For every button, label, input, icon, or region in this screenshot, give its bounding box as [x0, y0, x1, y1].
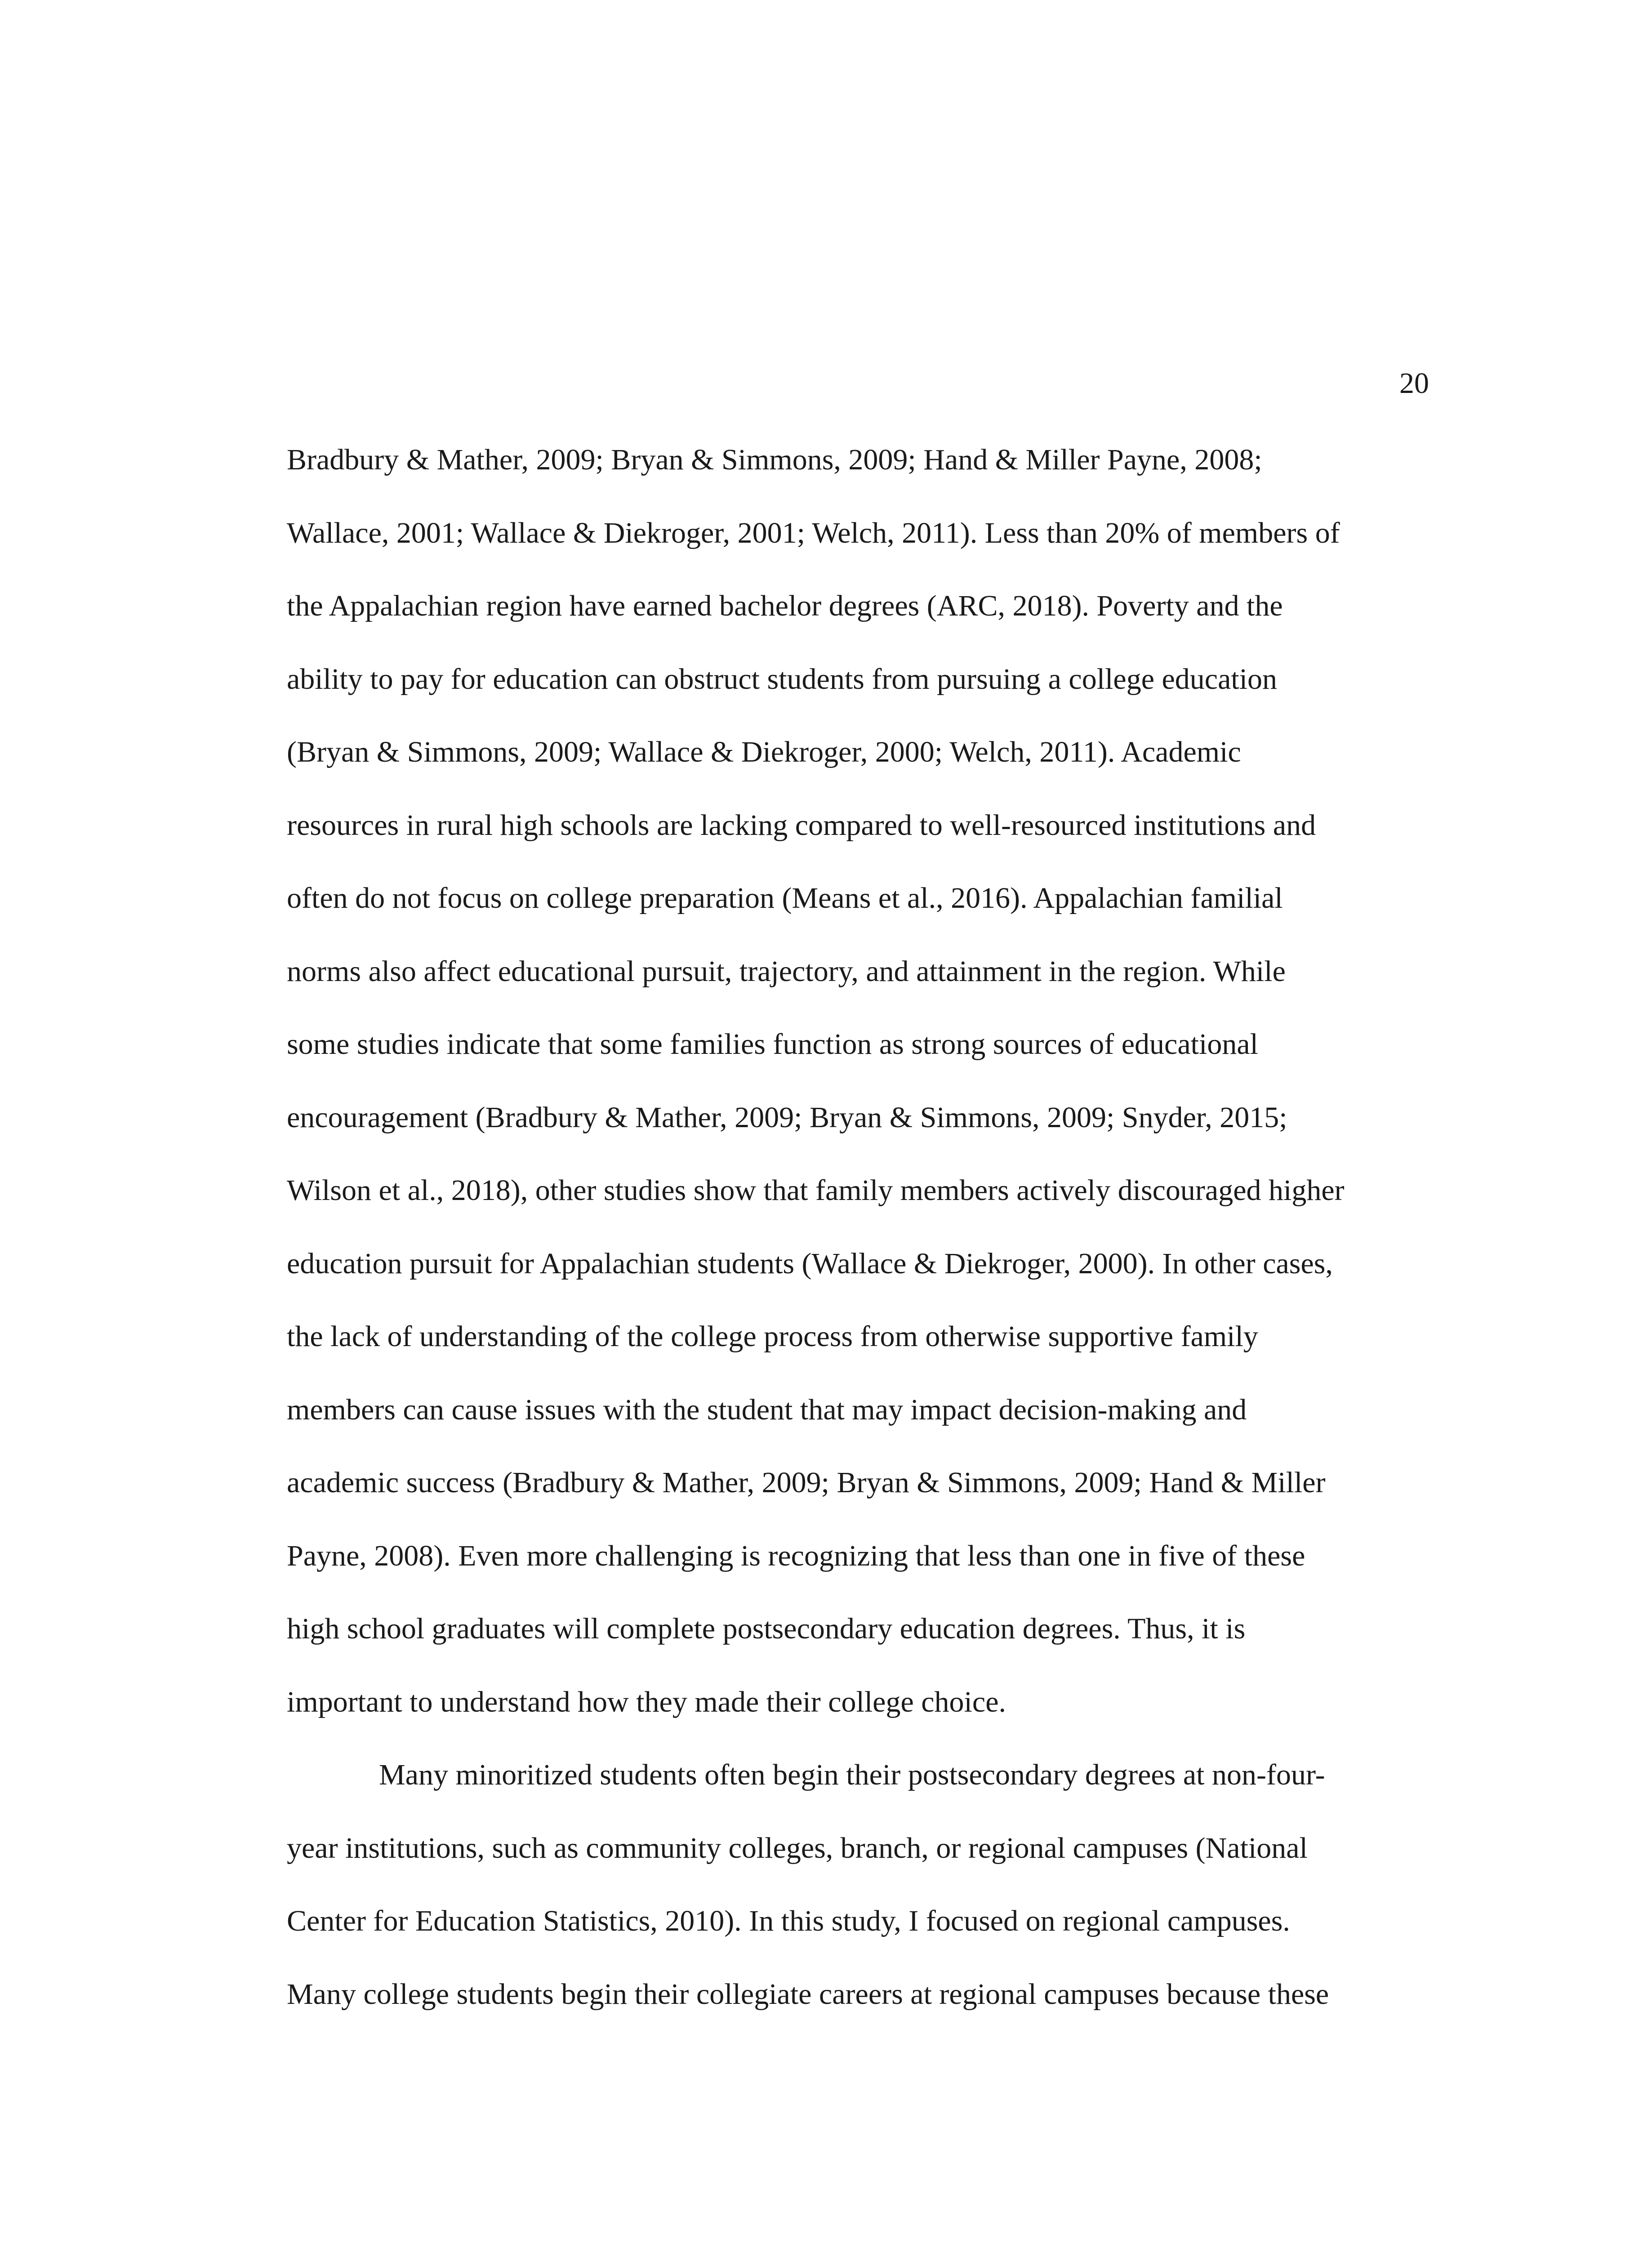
paragraph-1-line-9: some studies indicate that some families function as strong sources of educational	[287, 1028, 1258, 1061]
paragraph-2-line-4: Many college students begin their collegiate careers at regional campuses because these	[287, 1977, 1329, 2011]
paragraph-2-line-1: Many minoritized students often begin their postsecondary degrees at non-four-	[379, 1758, 1325, 1791]
paragraph-1-line-12: education pursuit for Appalachian students (Wallace & Diekroger, 2000). In other cases,	[287, 1247, 1333, 1280]
paragraph-1-line-11: Wilson et al., 2018), other studies show that family members actively discouraged higher	[287, 1174, 1345, 1207]
paragraph-1-line-7: often do not focus on college preparation (Means et al., 2016). Appalachian familial	[287, 882, 1283, 914]
paragraph-1-line-6: resources in rural high schools are lacking compared to well-resourced institutions and	[287, 808, 1316, 842]
paragraph-1-line-5: (Bryan & Simmons, 2009; Wallace & Diekroger, 2000; Welch, 2011). Academic	[287, 736, 1241, 768]
paragraph-1-line-18: important to understand how they made their college choice.	[287, 1685, 1006, 1718]
paragraph-1-line-10: encouragement (Bradbury & Mather, 2009; Bryan & Simmons, 2009; Snyder, 2015;	[287, 1101, 1287, 1134]
paragraph-1-line-4: ability to pay for education can obstruct students from pursuing a college education	[287, 662, 1278, 696]
paragraph-1-line-14: members can cause issues with the student that may impact decision-making and	[287, 1393, 1247, 1426]
paragraph-1-line-17: high school graduates will complete postsecondary education degrees. Thus, it is	[287, 1612, 1246, 1645]
paragraph-1-line-3: the Appalachian region have earned bachelor degrees (ARC, 2018). Poverty and the	[287, 589, 1283, 622]
paragraph-1-line-8: norms also affect educational pursuit, trajectory, and attainment in the region. While	[287, 955, 1286, 988]
paragraph-1-line-2: Wallace, 2001; Wallace & Diekroger, 2001; Welch, 2011). Less than 20% of members of	[287, 516, 1340, 549]
paragraph-2-line-2: year institutions, such as community colleges, branch, or regional campuses (National	[287, 1831, 1308, 1864]
body-text	[287, 445, 1438, 2052]
paragraph-1-line-1: Bradbury & Mather, 2009; Bryan & Simmons, 2009; Hand & Miller Payne, 2008;	[287, 443, 1262, 476]
page-number: 20	[1399, 367, 1429, 400]
paragraph-1-line-16: Payne, 2008). Even more challenging is recognizing that less than one in five of these	[287, 1539, 1305, 1572]
paragraph-1-line-15: academic success (Bradbury & Mather, 2009; Bryan & Simmons, 2009; Hand & Miller	[287, 1466, 1326, 1499]
paragraph-1-line-13: the lack of understanding of the college process from otherwise supportive family	[287, 1320, 1258, 1353]
paragraph-2-line-3: Center for Education Statistics, 2010). In this study, I focused on regional campuses.	[287, 1905, 1290, 1937]
